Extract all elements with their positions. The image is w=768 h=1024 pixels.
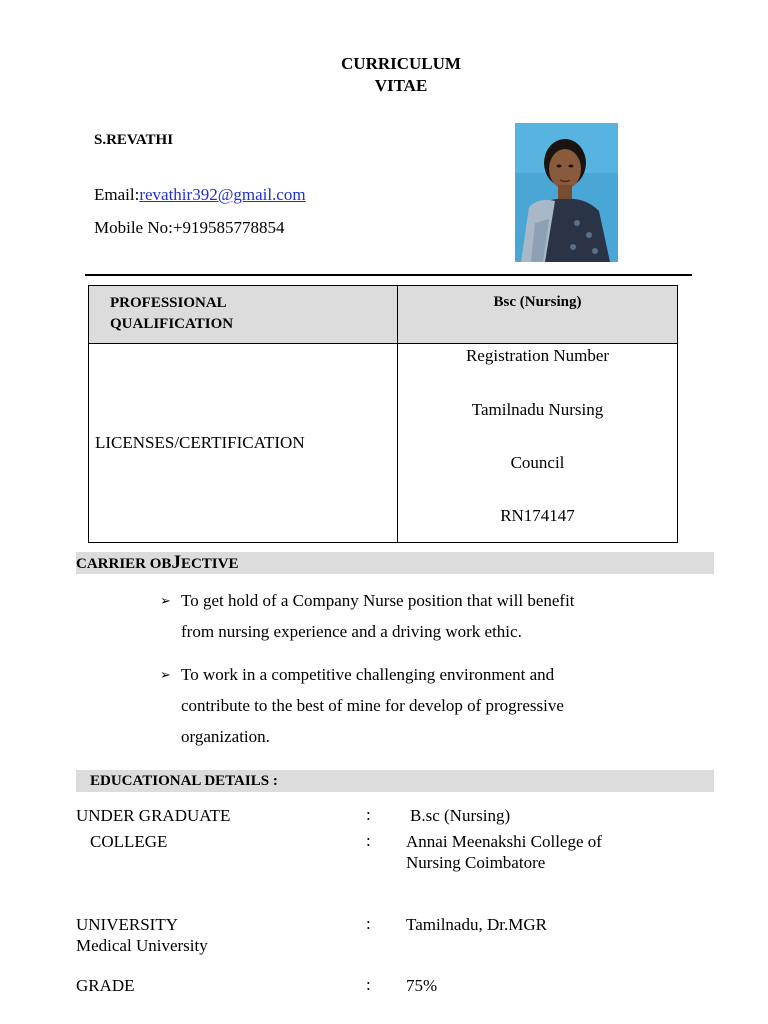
arrow-bullet-icon: ➢ bbox=[160, 593, 171, 608]
mobile-row bbox=[94, 218, 284, 238]
license-line: Registration Number bbox=[465, 346, 610, 365]
profile-photo bbox=[515, 123, 618, 262]
objective-item-1-line-2: from nursing experience and a driving work ethic. bbox=[181, 622, 522, 641]
education-label-university bbox=[76, 914, 208, 956]
header-divider bbox=[85, 274, 692, 276]
education-value-under-graduate: B.sc (Nursing) bbox=[410, 806, 511, 825]
objective-heading-part-3: ECTIVE bbox=[180, 556, 239, 572]
profile-photo-illustration bbox=[515, 123, 618, 262]
education-value-college bbox=[406, 831, 602, 873]
license-line: Tamilnadu Nursing bbox=[471, 400, 604, 419]
mobile-number: +919585778854 bbox=[172, 218, 285, 237]
email-link[interactable]: revathir392@gmail.com bbox=[139, 185, 306, 204]
professional-qualification-value: Bsc (Nursing) bbox=[398, 286, 678, 344]
document-title bbox=[0, 53, 768, 97]
education-value-grade: 75% bbox=[406, 976, 438, 995]
education-heading: EDUCATIONAL DETAILS : bbox=[76, 770, 714, 792]
objective-heading-part-1: CARRIER OB bbox=[76, 556, 172, 572]
education-value-university: Tamilnadu, Dr.MGR bbox=[406, 915, 547, 934]
objective-item-1 bbox=[160, 585, 720, 647]
arrow-bullet-icon: ➢ bbox=[160, 667, 171, 682]
title-line-2: VITAE bbox=[374, 76, 428, 95]
education-separator: : bbox=[366, 805, 371, 824]
objective-item-1-line-1: To get hold of a Company Nurse position that will benefit bbox=[181, 591, 575, 610]
license-line: Council bbox=[510, 453, 565, 472]
education-label-college: COLLEGE bbox=[90, 832, 168, 851]
qualification-table bbox=[88, 285, 678, 543]
college-line-1: Annai Meenakshi College of bbox=[406, 832, 602, 851]
objective-heading bbox=[76, 552, 714, 574]
education-label-under-graduate: UNDER GRADUATE bbox=[76, 806, 231, 825]
professional-label-line-1: PROFESSIONAL bbox=[110, 295, 227, 311]
education-separator: : bbox=[366, 914, 371, 933]
professional-qualification-label bbox=[89, 286, 398, 344]
licenses-label: LICENSES/CERTIFICATION bbox=[89, 344, 398, 543]
education-separator: : bbox=[366, 831, 371, 850]
university-label-line-1: UNIVERSITY bbox=[76, 915, 178, 934]
email-label: Email: bbox=[94, 185, 140, 204]
mobile-label: Mobile No: bbox=[94, 218, 173, 237]
email-row bbox=[94, 185, 306, 205]
objective-heading-part-2: J bbox=[171, 552, 181, 573]
college-line-2: Nursing Coimbatore bbox=[406, 853, 546, 872]
objective-item-2-line-1: To work in a competitive challenging environment and bbox=[181, 665, 555, 684]
table-row bbox=[89, 344, 678, 543]
objective-item-2-line-3: organization. bbox=[181, 727, 270, 746]
title-line-1: CURRICULUM bbox=[341, 54, 461, 73]
professional-label-line-2: QUALIFICATION bbox=[110, 316, 234, 332]
education-label-grade: GRADE bbox=[76, 976, 135, 995]
table-row bbox=[89, 286, 678, 344]
objective-item-2 bbox=[160, 659, 720, 752]
licenses-value bbox=[398, 344, 678, 543]
candidate-name: S.REVATHI bbox=[94, 132, 174, 148]
university-label-line-2: Medical University bbox=[76, 936, 208, 955]
license-line: RN174147 bbox=[500, 506, 575, 525]
objective-item-2-line-2: contribute to the best of mine for develop of progressive bbox=[181, 696, 564, 715]
education-separator: : bbox=[366, 975, 371, 994]
